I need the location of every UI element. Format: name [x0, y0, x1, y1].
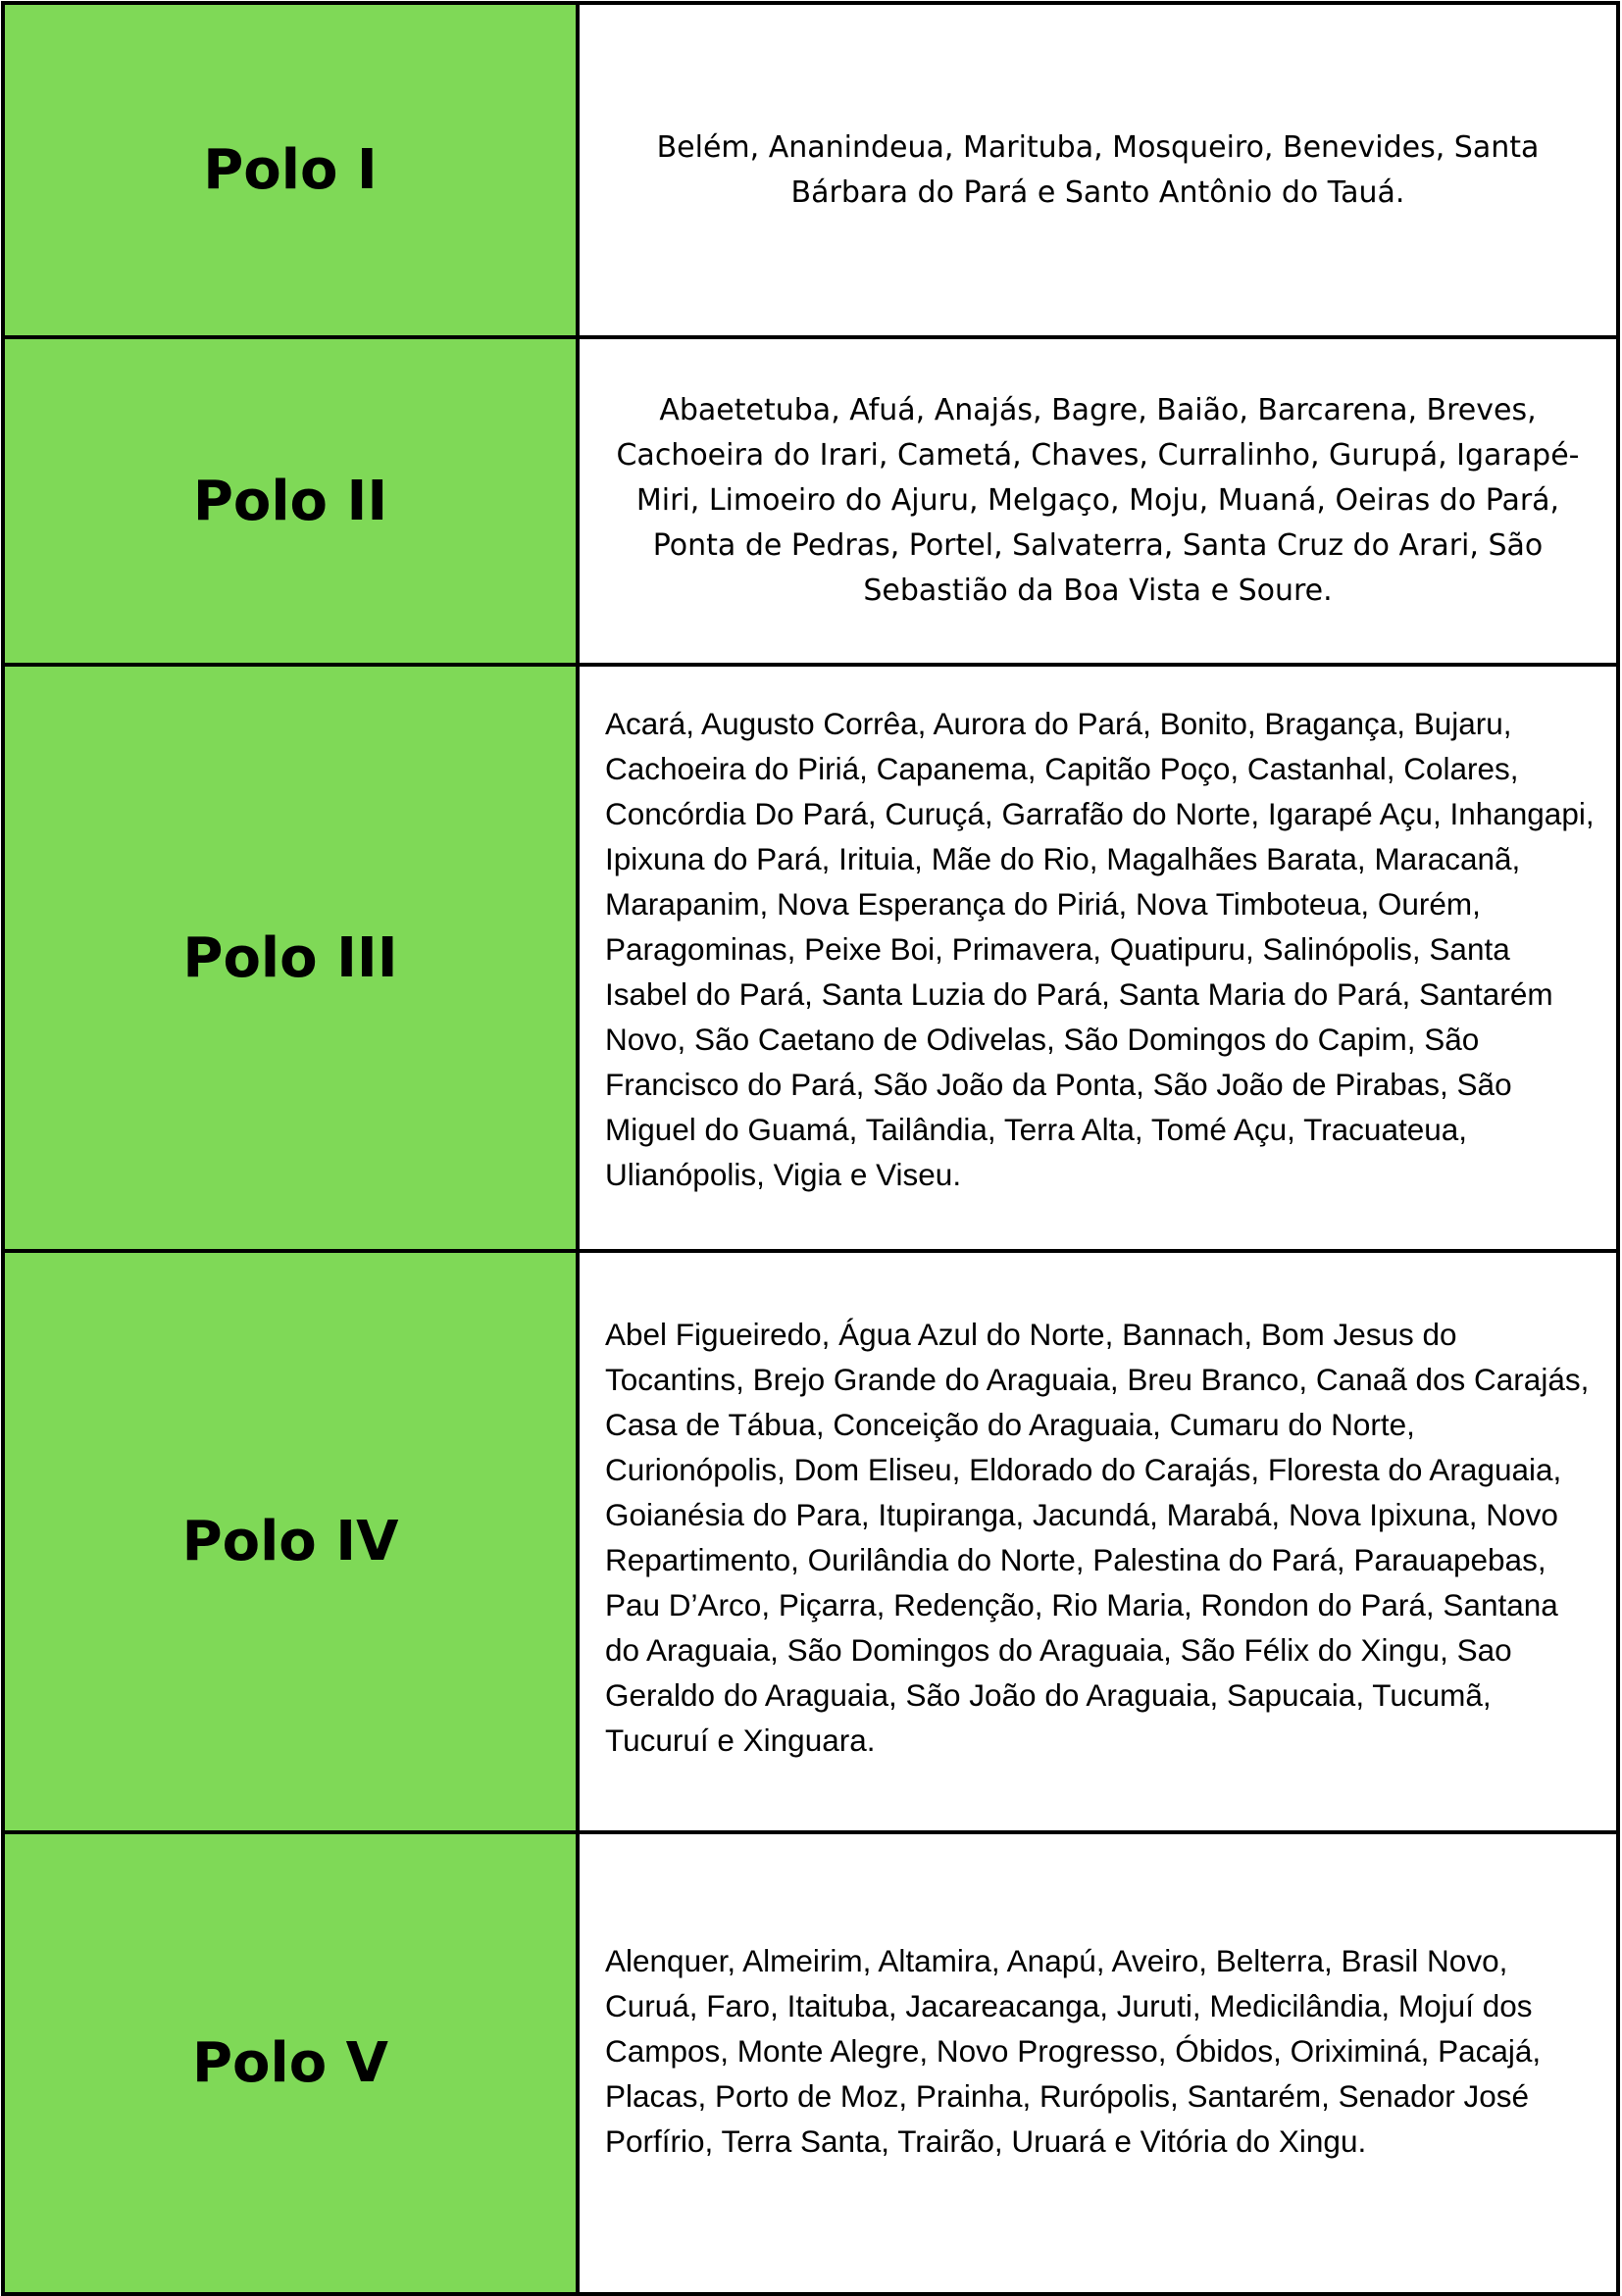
polo-row-3 — [3, 665, 1618, 1251]
municipios-cell — [578, 1251, 1618, 1832]
polo-name: Polo IV — [181, 1510, 399, 1573]
polo-name-cell — [3, 665, 578, 1251]
municipios-cell — [578, 1832, 1618, 2294]
municipios-list: Acará, Augusto Corrêa, Aurora do Pará, Bonito, Bragança, Bujaru, Cachoeira do Piriá, Capanema, Capitão Poço, Castanhal, Colares, Concórdia Do Pará, Curuçá, Garrafão do Norte, Igarapé Açu, Inhangapi, Ipixuna do Pará, Irituia, Mãe do Rio, Magalhães Barata, Maracanã, Marapanim, Nova Esperança do Piriá, Nova Timboteua, Ourém, Paragominas, Peixe Boi, Primavera, Quatipuru, Salinópolis, Santa Isabel do Pará, Santa Luzia do Pará, Santa Maria do Pará, Santarém Novo, São Caetano de Odivelas, São Domingos do Capim, São Francisco do Pará, São João da Ponta, São João de Pirabas, São Miguel do Guamá, Tailândia, Terra Alta, Tomé Açu, Tracuateua, Ulianópolis, Vigia e Viseu. — [605, 706, 1595, 1192]
polo-name: Polo II — [192, 469, 388, 533]
polo-row-4 — [3, 1251, 1618, 1832]
polos-table — [1, 1, 1620, 2296]
polo-name-cell — [3, 1832, 578, 2294]
polo-name: Polo I — [203, 138, 378, 202]
polo-row-1 — [3, 3, 1618, 337]
polo-name: Polo V — [191, 2031, 389, 2095]
polo-name-cell — [3, 337, 578, 665]
municipios-cell — [578, 3, 1618, 337]
municipios-list: Belém, Ananindeua, Marituba, Mosqueiro, Benevides, Santa Bárbara do Pará e Santo Antônio do Tauá. — [656, 129, 1540, 210]
polo-name-cell — [3, 1251, 578, 1832]
municipios-list: Abaetetuba, Afuá, Anajás, Bagre, Baião, Barcarena, Breves, Cachoeira do Irari, Cametá, Chaves, Curralinho, Gurupá, Igarapé-Miri, Limoeiro do Ajuru, Melgaço, Moju, Muaná, Oeiras do Pará, Ponta de Pedras, Portel, Salvaterra, Santa Cruz do Arari, São Sebastião da Boa Vista e Soure. — [616, 393, 1580, 608]
municipios-list: Abel Figueiredo, Água Azul do Norte, Bannach, Bom Jesus do Tocantins, Brejo Grande do Araguaia, Breu Branco, Canaã dos Carajás, Casa de Tábua, Conceição do Araguaia, Cumaru do Norte, Curionópolis, Dom Eliseu, Eldorado do Carajás, Floresta do Araguaia, Goianésia do Para, Itupiranga, Jacundá, Marabá, Nova Ipixuna, Novo Repartimento, Ourilândia do Norte, Palestina do Pará, Parauapebas, Pau D’Arco, Piçarra, Redenção, Rio Maria, Rondon do Pará, Santana do Araguaia, São Domingos do Araguaia, São Félix do Xingu, Sao Geraldo do Araguaia, São João do Araguaia, Sapucaia, Tucumã, Tucuruí e Xinguara. — [605, 1316, 1590, 1758]
polo-name: Polo III — [182, 925, 398, 990]
polo-row-5 — [3, 1832, 1618, 2294]
municipios-cell — [578, 665, 1618, 1251]
polo-row-2 — [3, 337, 1618, 665]
polo-name-cell — [3, 3, 578, 337]
municipios-cell — [578, 337, 1618, 665]
municipios-list: Alenquer, Almeirim, Altamira, Anapú, Aveiro, Belterra, Brasil Novo, Curuá, Faro, Itaituba, Jacareacanga, Juruti, Medicilândia, Mojuí dos Campos, Monte Alegre, Novo Progresso, Óbidos, Oriximiná, Pacajá, Placas, Porto de Moz, Prainha, Rurópolis, Santarém, Senador José Porfírio, Terra Santa, Trairão, Uruará e Vitória do Xingu. — [605, 1942, 1542, 2159]
